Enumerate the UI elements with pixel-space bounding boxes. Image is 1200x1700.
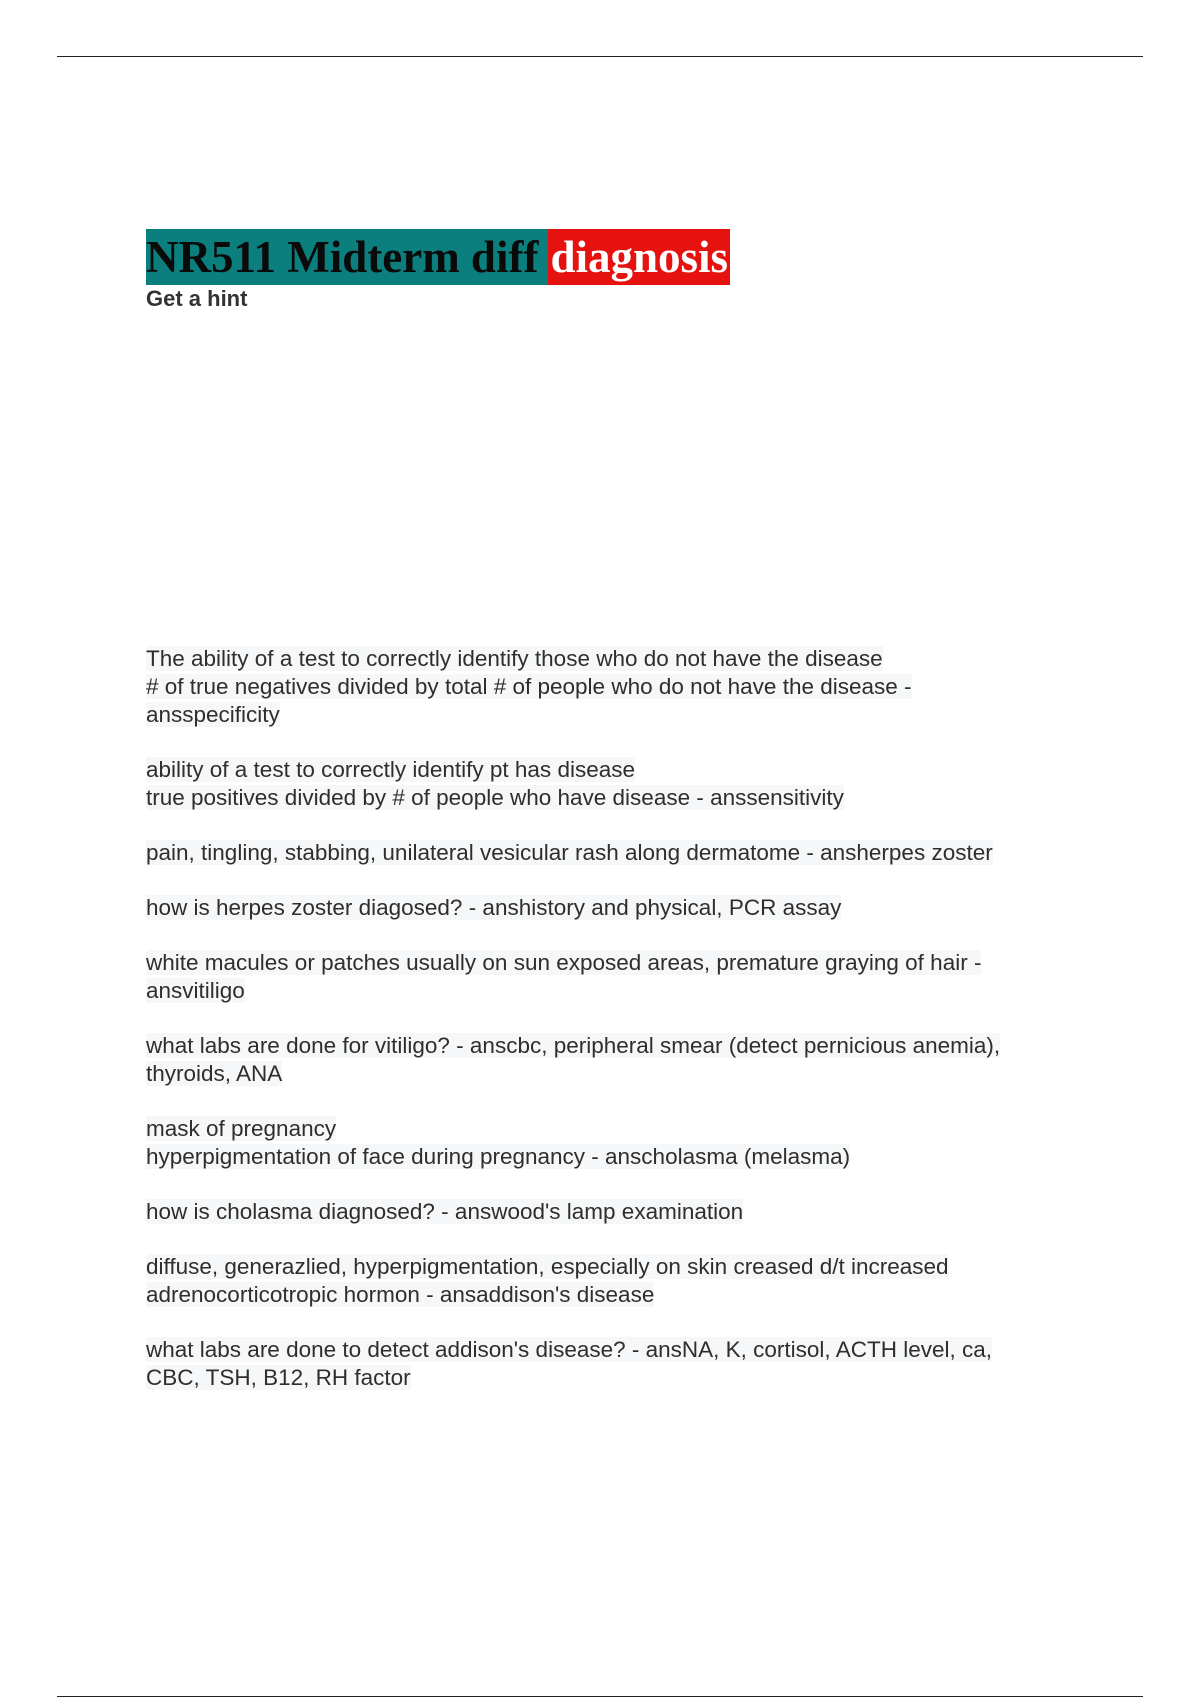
flashcard-line [146, 839, 1146, 867]
flashcard-text: hyperpigmentation of face during pregnancy - anscholasma (melasma) [146, 1144, 851, 1169]
flashcard-line [146, 1032, 1146, 1060]
flashcard-item [146, 894, 1146, 922]
flashcard-text: mask of pregnancy [146, 1116, 337, 1141]
flashcard-line [146, 949, 1146, 977]
flashcard-line [146, 701, 1146, 729]
flashcard-text: what labs are done for vitiligo? - anscbc, peripheral smear (detect pernicious anemia), [146, 1033, 1001, 1058]
flashcard-text: # of true negatives divided by total # of people who do not have the disease - [146, 674, 912, 699]
flashcard-line [146, 977, 1146, 1005]
flashcard-text: pain, tingling, stabbing, unilateral vesicular rash along dermatome - ansherpes zoster [146, 840, 993, 865]
flashcard-line [146, 1198, 1146, 1226]
flashcard-text: The ability of a test to correctly identify those who do not have the disease [146, 646, 883, 671]
flashcard-item [146, 756, 1146, 812]
flashcard-text: how is cholasma diagnosed? - answood's lamp examination [146, 1199, 744, 1224]
flashcard-line [146, 1143, 1146, 1171]
flashcard-text: ansvitiligo [146, 978, 245, 1003]
flashcard-line [146, 1115, 1146, 1143]
title-part-highlight: diagnosis [548, 229, 730, 285]
flashcard-text: thyroids, ANA [146, 1061, 283, 1086]
flashcard-item [146, 645, 1146, 729]
flashcard-text: diffuse, generazlied, hyperpigmentation, especially on skin creased d/t increased [146, 1254, 949, 1279]
header-rule [57, 56, 1143, 57]
flashcard-text: how is herpes zoster diagosed? - anshistory and physical, PCR assay [146, 895, 842, 920]
flashcard-item [146, 1032, 1146, 1088]
flashcard-text: what labs are done to detect addison's disease? - ansNA, K, cortisol, ACTH level, ca, [146, 1337, 992, 1362]
flashcard-text: ansspecificity [146, 702, 280, 727]
footer-rule [57, 1696, 1143, 1697]
flashcard-text: true positives divided by # of people who have disease - anssensitivity [146, 785, 844, 810]
flashcard-line [146, 784, 1146, 812]
flashcard-line [146, 1060, 1146, 1088]
flashcard-item [146, 1253, 1146, 1309]
flashcard-line [146, 1281, 1146, 1309]
flashcard-line [146, 756, 1146, 784]
flashcard-line [146, 1364, 1146, 1392]
flashcard-list [146, 645, 1146, 1419]
flashcard-line [146, 1336, 1146, 1364]
flashcard-line [146, 645, 1146, 673]
flashcard-text: CBC, TSH, B12, RH factor [146, 1365, 411, 1390]
get-hint-link[interactable]: Get a hint [146, 286, 248, 311]
flashcard-text: white macules or patches usually on sun exposed areas, premature graying of hair - [146, 950, 982, 975]
flashcard-item [146, 1198, 1146, 1226]
title-part-course: NR511 Midterm diff [146, 229, 548, 285]
document-title [146, 229, 730, 285]
flashcard-text: adrenocorticotropic hormon - ansaddison's disease [146, 1282, 655, 1307]
flashcard-line [146, 894, 1146, 922]
flashcard-item [146, 1336, 1146, 1392]
flashcard-line [146, 673, 1146, 701]
flashcard-item [146, 949, 1146, 1005]
flashcard-line [146, 1253, 1146, 1281]
flashcard-item [146, 1115, 1146, 1171]
flashcard-text: ability of a test to correctly identify pt has disease [146, 757, 635, 782]
flashcard-item [146, 839, 1146, 867]
